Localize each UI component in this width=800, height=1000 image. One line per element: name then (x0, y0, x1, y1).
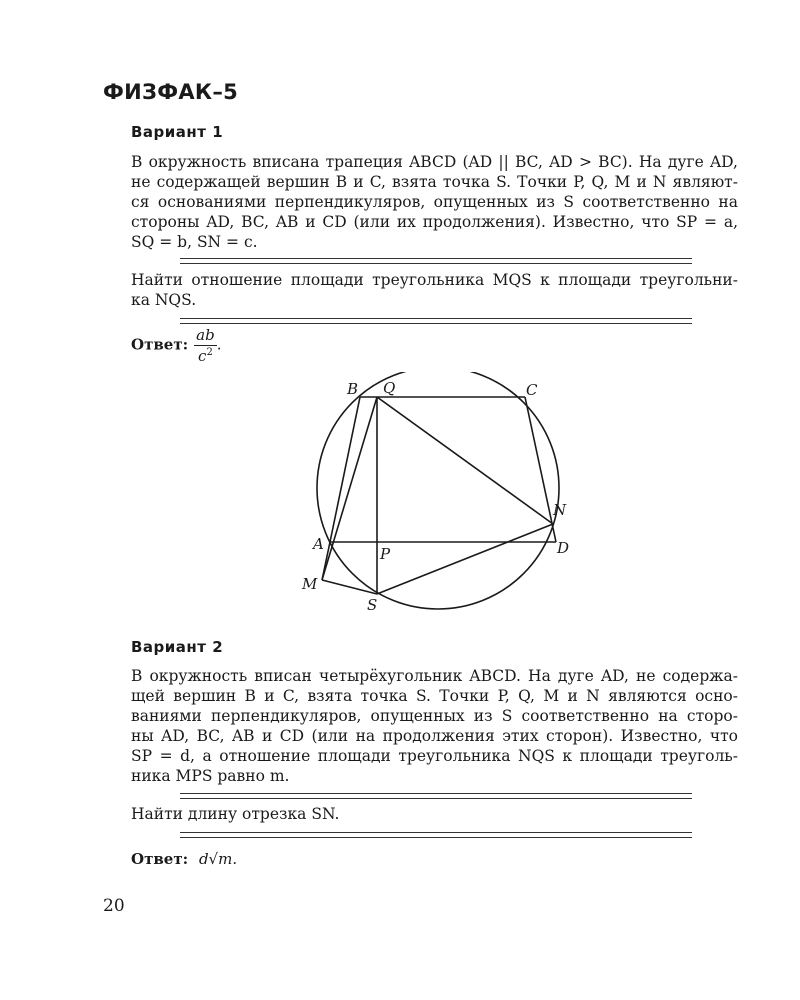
circumscribed-circle (317, 372, 559, 609)
answer-label: Ответ: (131, 850, 189, 868)
fraction-numerator: ab (196, 326, 215, 344)
variant-1-task (131, 270, 738, 310)
geometry-figure (290, 372, 590, 620)
text-line: стороны AD, BC, AB и CD (или их продолжения). Известно, что SP = a, (131, 213, 738, 231)
label-d: D (557, 539, 570, 557)
answer-period: . (216, 335, 222, 354)
text-line: В окружность вписан четырёхугольник ABCD. На дуге AD, не содержа- (131, 667, 738, 685)
text-line: Найти длину отрезка SN. (131, 805, 340, 823)
denominator-exponent: 2 (206, 347, 213, 358)
variant-1-answer (131, 326, 222, 365)
page-heading: ФИЗФАК–5 (103, 80, 239, 104)
segment-qn (377, 397, 553, 524)
text-line: ся основаниями перпендикуляров, опущенных из S соответственно на (131, 193, 738, 211)
label-p: P (380, 545, 391, 563)
label-b: B (347, 380, 359, 398)
double-rule (180, 793, 692, 799)
label-c: C (526, 381, 538, 399)
label-m: M (302, 575, 318, 593)
variant-1-title: Вариант 1 (131, 123, 224, 141)
answer-value: d√m. (198, 850, 238, 868)
label-a: A (313, 535, 324, 553)
variant-2-title: Вариант 2 (131, 638, 224, 656)
text-line: Найти отношение площади треугольника MQS к площади треугольни- (131, 271, 738, 289)
text-line: В окружность вписана трапеция ABCD (AD || BC, AD > BC). На дуге AD, (131, 153, 738, 171)
text-line: ка NQS. (131, 291, 197, 309)
text-line: ваниями перпендикуляров, опущенных из S соответственно на сторо- (131, 707, 738, 725)
variant-2-answer (131, 850, 237, 868)
text-line: SQ = b, SN = c. (131, 233, 258, 251)
text-line: ника MPS равно m. (131, 767, 290, 785)
text-line: щей вершин B и C, взята точка S. Точки P, Q, M и N являются осно- (131, 687, 738, 705)
label-n: N (553, 501, 567, 519)
page-number: 20 (103, 896, 125, 916)
segment-cd (525, 397, 556, 542)
double-rule (180, 832, 692, 838)
answer-fraction (194, 326, 217, 365)
text-line: не содержащей вершин B и C, взята точка S. Точки P, Q, M и N являют- (131, 173, 738, 191)
segment-sn (377, 524, 553, 594)
answer-label: Ответ: (131, 335, 189, 354)
segment-qm (322, 397, 377, 580)
denominator-base: c (198, 347, 207, 365)
variant-2-task (131, 804, 738, 824)
text-line: SP = d, а отношение площади треугольника NQS к площади треуголь- (131, 747, 738, 765)
fraction-denominator (194, 346, 217, 365)
double-rule (180, 318, 692, 324)
label-q: Q (383, 379, 396, 397)
label-s: S (367, 596, 378, 614)
variant-1-statement (131, 152, 738, 252)
variant-2-statement (131, 666, 738, 786)
text-line: ны AD, BC, AB и CD (или на продолжения этих сторон). Известно, что (131, 727, 738, 745)
double-rule (180, 258, 692, 264)
